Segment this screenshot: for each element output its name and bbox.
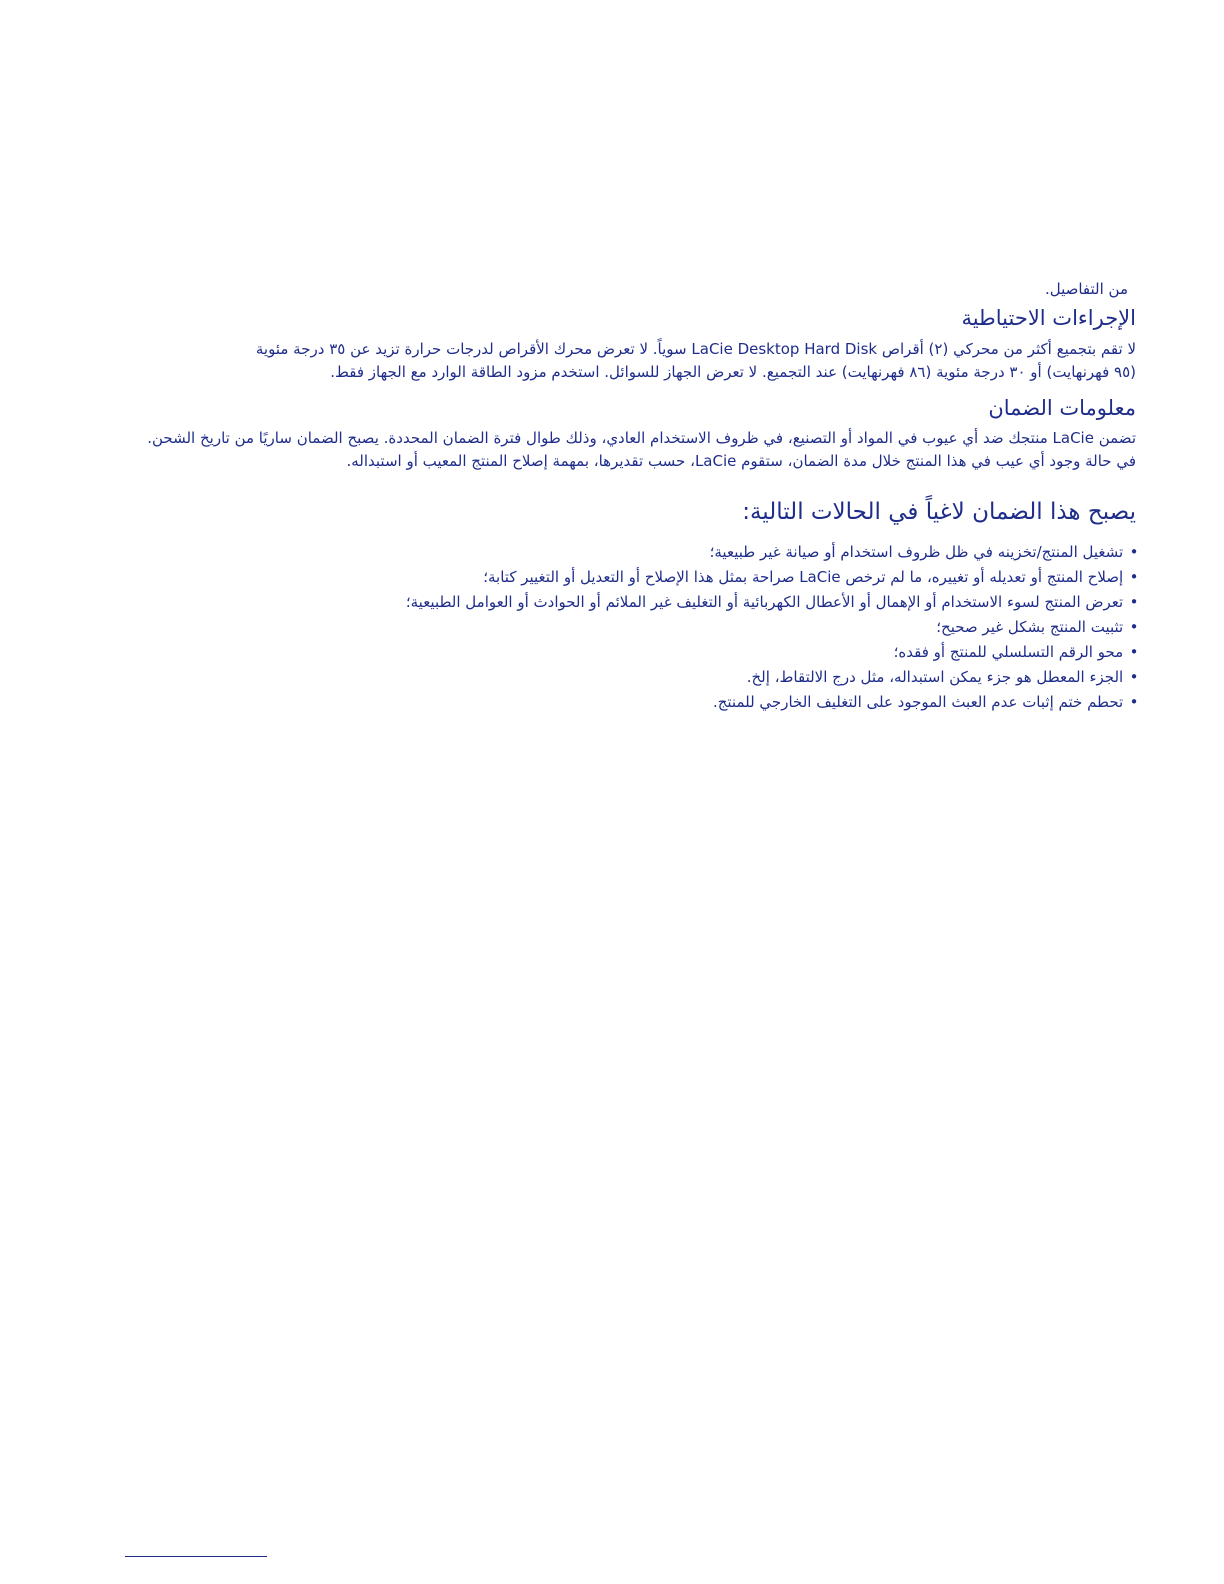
list-item-text: محو الرقم التسلسلي للمنتج أو فقده؛ [893, 643, 1124, 661]
list-item-text: تحطم ختم إثبات عدم العبث الموجود على التغليف الخارجي للمنتج. [712, 693, 1124, 711]
list-item-text: تثبيت المنتج بشكل غير صحيح؛ [936, 618, 1124, 636]
list-item [406, 615, 1140, 640]
bullet-icon: • [1129, 618, 1139, 636]
intro-line: من التفاصيل. [1044, 280, 1128, 298]
bullet-icon: • [1129, 543, 1139, 561]
bullet-icon: • [1129, 568, 1139, 586]
list-item [406, 665, 1140, 690]
list-item-text: الجزء المعطل هو جزء يمكن استبداله، مثل درج الالتقاط، إلخ. [746, 668, 1124, 686]
list-item-text: إصلاح المنتج أو تعديله أو تغييره، ما لم ترخص LaCie صراحة بمثل هذا الإصلاح أو التعديل أو التغيير كتابة؛ [483, 568, 1124, 586]
precautions-paragraph [256, 338, 1136, 384]
list-item-text: تشغيل المنتج/تخزينه في ظل ظروف استخدام أو صيانة غير طبيعية؛ [709, 543, 1124, 561]
warranty-paragraph [147, 427, 1136, 473]
warranty-heading: معلومات الضمان [988, 396, 1136, 420]
warranty-line: في حالة وجود أي عيب في هذا المنتج خلال مدة الضمان، ستقوم LaCie، حسب تقديرها، بمهمة إصلاح المنتج المعيب أو استبداله. [346, 452, 1136, 470]
void-conditions-list [406, 540, 1140, 715]
precautions-line: لا تقم بتجميع أكثر من محركي (٢) أقراص LaCie Desktop Hard Disk سوياً. لا تعرض محرك الأقراص لدرجات حرارة تزيد عن ٣٥ درجة مئوية [255, 340, 1136, 358]
precautions-heading: الإجراءات الاحتياطية [961, 306, 1136, 330]
list-item [406, 540, 1140, 565]
list-item-text: تعرض المنتج لسوء الاستخدام أو الإهمال أو الأعطال الكهربائية أو التغليف غير الملائم أو الحوادث أو العوامل الطبيعية؛ [405, 593, 1124, 611]
list-item [406, 590, 1140, 615]
bullet-icon: • [1129, 668, 1139, 686]
bullet-icon: • [1129, 693, 1139, 711]
bullet-icon: • [1129, 643, 1139, 661]
footnote-divider [125, 1556, 267, 1557]
precautions-line: (٩٥ فهرنهايت) أو ٣٠ درجة مئوية (٨٦ فهرنهايت) عند التجميع. لا تعرض الجهاز للسوائل. استخدم مزود الطاقة الوارد مع الجهاز فقط. [330, 363, 1136, 381]
warranty-line: تضمن LaCie منتجك ضد أي عيوب في المواد أو التصنيع، في ظروف الاستخدام العادي، وذلك طوال فترة الضمان المحددة. يصبح الضمان ساريًا من تاريخ الشحن. [147, 429, 1136, 447]
list-item [406, 640, 1140, 665]
bullet-icon: • [1129, 593, 1139, 611]
list-item [406, 565, 1140, 590]
void-conditions-heading: يصبح هذا الضمان لاغياً في الحالات التالية: [742, 499, 1136, 525]
list-item [406, 690, 1140, 715]
